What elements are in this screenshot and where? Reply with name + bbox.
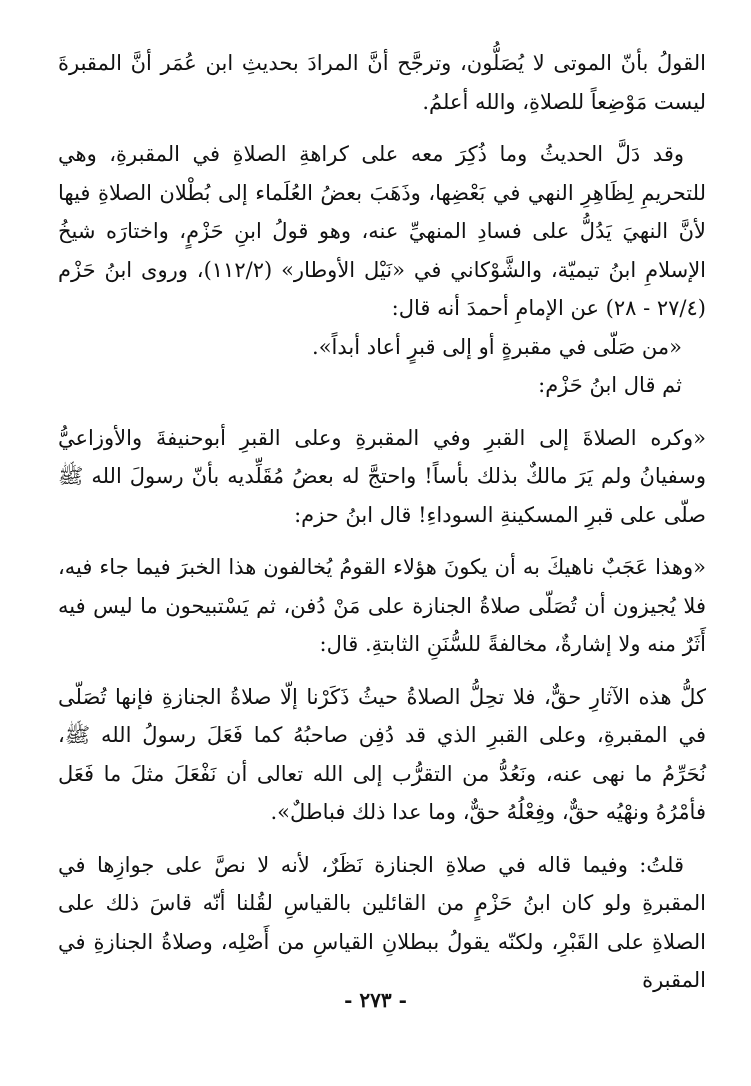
paragraph-ibn-hazm-conclusion: كلُّ هذه الآثارِ حقٌّ، فلا تحِلُّ الصلاةُ حيثُ ذَكَرْنا إلّا صلاةُ الجنازةِ فإنها تُصَلّى في المقبرةِ، وعلى القبرِ الذي قد دُفِن صاحبُهُ كما فَعَلَ رسولُ الله ﷺ، نُحَرِّمُ ما نهى عنه، ونَعُدُّ من التقرُّب إلى الله تعالى أن نَفْعَلَ مثلَ ما فَعَل فأمْرُهُ ونهْيُه حقٌّ، وفِعْلُهُ حقٌّ، وما عدا ذلك فباطلٌ». bbox=[58, 684, 706, 824]
paragraph-gap bbox=[58, 405, 706, 419]
page-number: - ٢٧٣ - bbox=[344, 988, 407, 1012]
paragraph-ibn-hazm-quote: «وكره الصلاةَ إلى القبرِ وفي المقبرةِ وعلى القبرِ أبوحنيفةَ والأوزاعيُّ وسفيانُ ولم يَرَ مالكٌ بذلك بأساً! واحتجَّ له بعضُ مُقَلِّديه بأنّ رسولَ الله ﷺ صلّى على قبرِ المسكينةِ السوداءِ! قال ابنُ حزم: bbox=[58, 425, 706, 527]
paragraph-ibn-hazm-comment: «وهذا عَجَبٌ ناهيكَ به أن يكونَ هؤلاء القومُ يُخالفون هذا الخبرَ فيما جاء فيه، فلا يُجيزون أن تُصَلّى صلاةُ الجنازة على مَنْ دُفن، ثم يَسْتبيحون ما ليس فيه أَثَرٌ منه ولا إشارةٌ، مخالفةً للسُّنَنِ الثابتةِ. قال: bbox=[58, 555, 706, 656]
quote-ahmad: «من صَلّى في مقبرةٍ أو إلى قبرٍ أعاد أبداً». bbox=[312, 334, 682, 359]
quote-intro-ibn-hazm: ثم قال ابنُ حَزْم: bbox=[538, 373, 682, 397]
paragraph-gap bbox=[58, 534, 706, 548]
page-body bbox=[58, 44, 706, 1000]
paragraph-gap bbox=[58, 664, 706, 678]
paragraph-ruling: وقد دَلَّ الحديثُ وما ذُكِرَ معه على كراهةِ الصلاةِ في المقبرةِ، وهي للتحريمِ لِظَاهِرِ النهي في بَعْضِها، وذَهَبَ بعضُ العُلَماء إلى بُطْلان الصلاةِ فيها لأنَّ النهيَ يَدُلُّ على فسادِ المنهيِّ عنه، وهو قولُ ابنِ حَزْمٍ، واختارَه شيخُ الإسلامِ ابنُ تيميّة، والشَّوْكاني في «نَيْل الأوطار» (١١٢/٢)، وروى ابنُ حَزْم (٢٧/٤ - ٢٨) عن الإمامِ أحمدَ أنه قال: bbox=[58, 142, 707, 320]
paragraph-gap bbox=[58, 121, 706, 135]
paragraph-gap bbox=[58, 832, 706, 846]
paragraph-conclusion: القولُ بأنّ الموتى لا يُصَلُّون، وترجَّح أنَّ المرادَ بحديثِ ابن عُمَر أنَّ المقبرةَ ليست مَوْضِعاً للصلاةِ، والله أعلمُ. bbox=[58, 51, 706, 114]
paragraph-author-note: قلتُ: وفيما قاله في صلاةِ الجنازة نَظَرٌ، لأنه لا نصَّ على جوازِها في المقبرةِ ولو كان ابنُ حَزْمٍ من القائلين بالقياسِ لقُلنا أنّه قاسَ ذلك على الصلاةِ على القَبْرِ، ولكنّه يقولُ ببطلانِ القياسِ من أَصْلِه، وصلاةُ الجنازةِ في المقبرة bbox=[58, 852, 706, 992]
